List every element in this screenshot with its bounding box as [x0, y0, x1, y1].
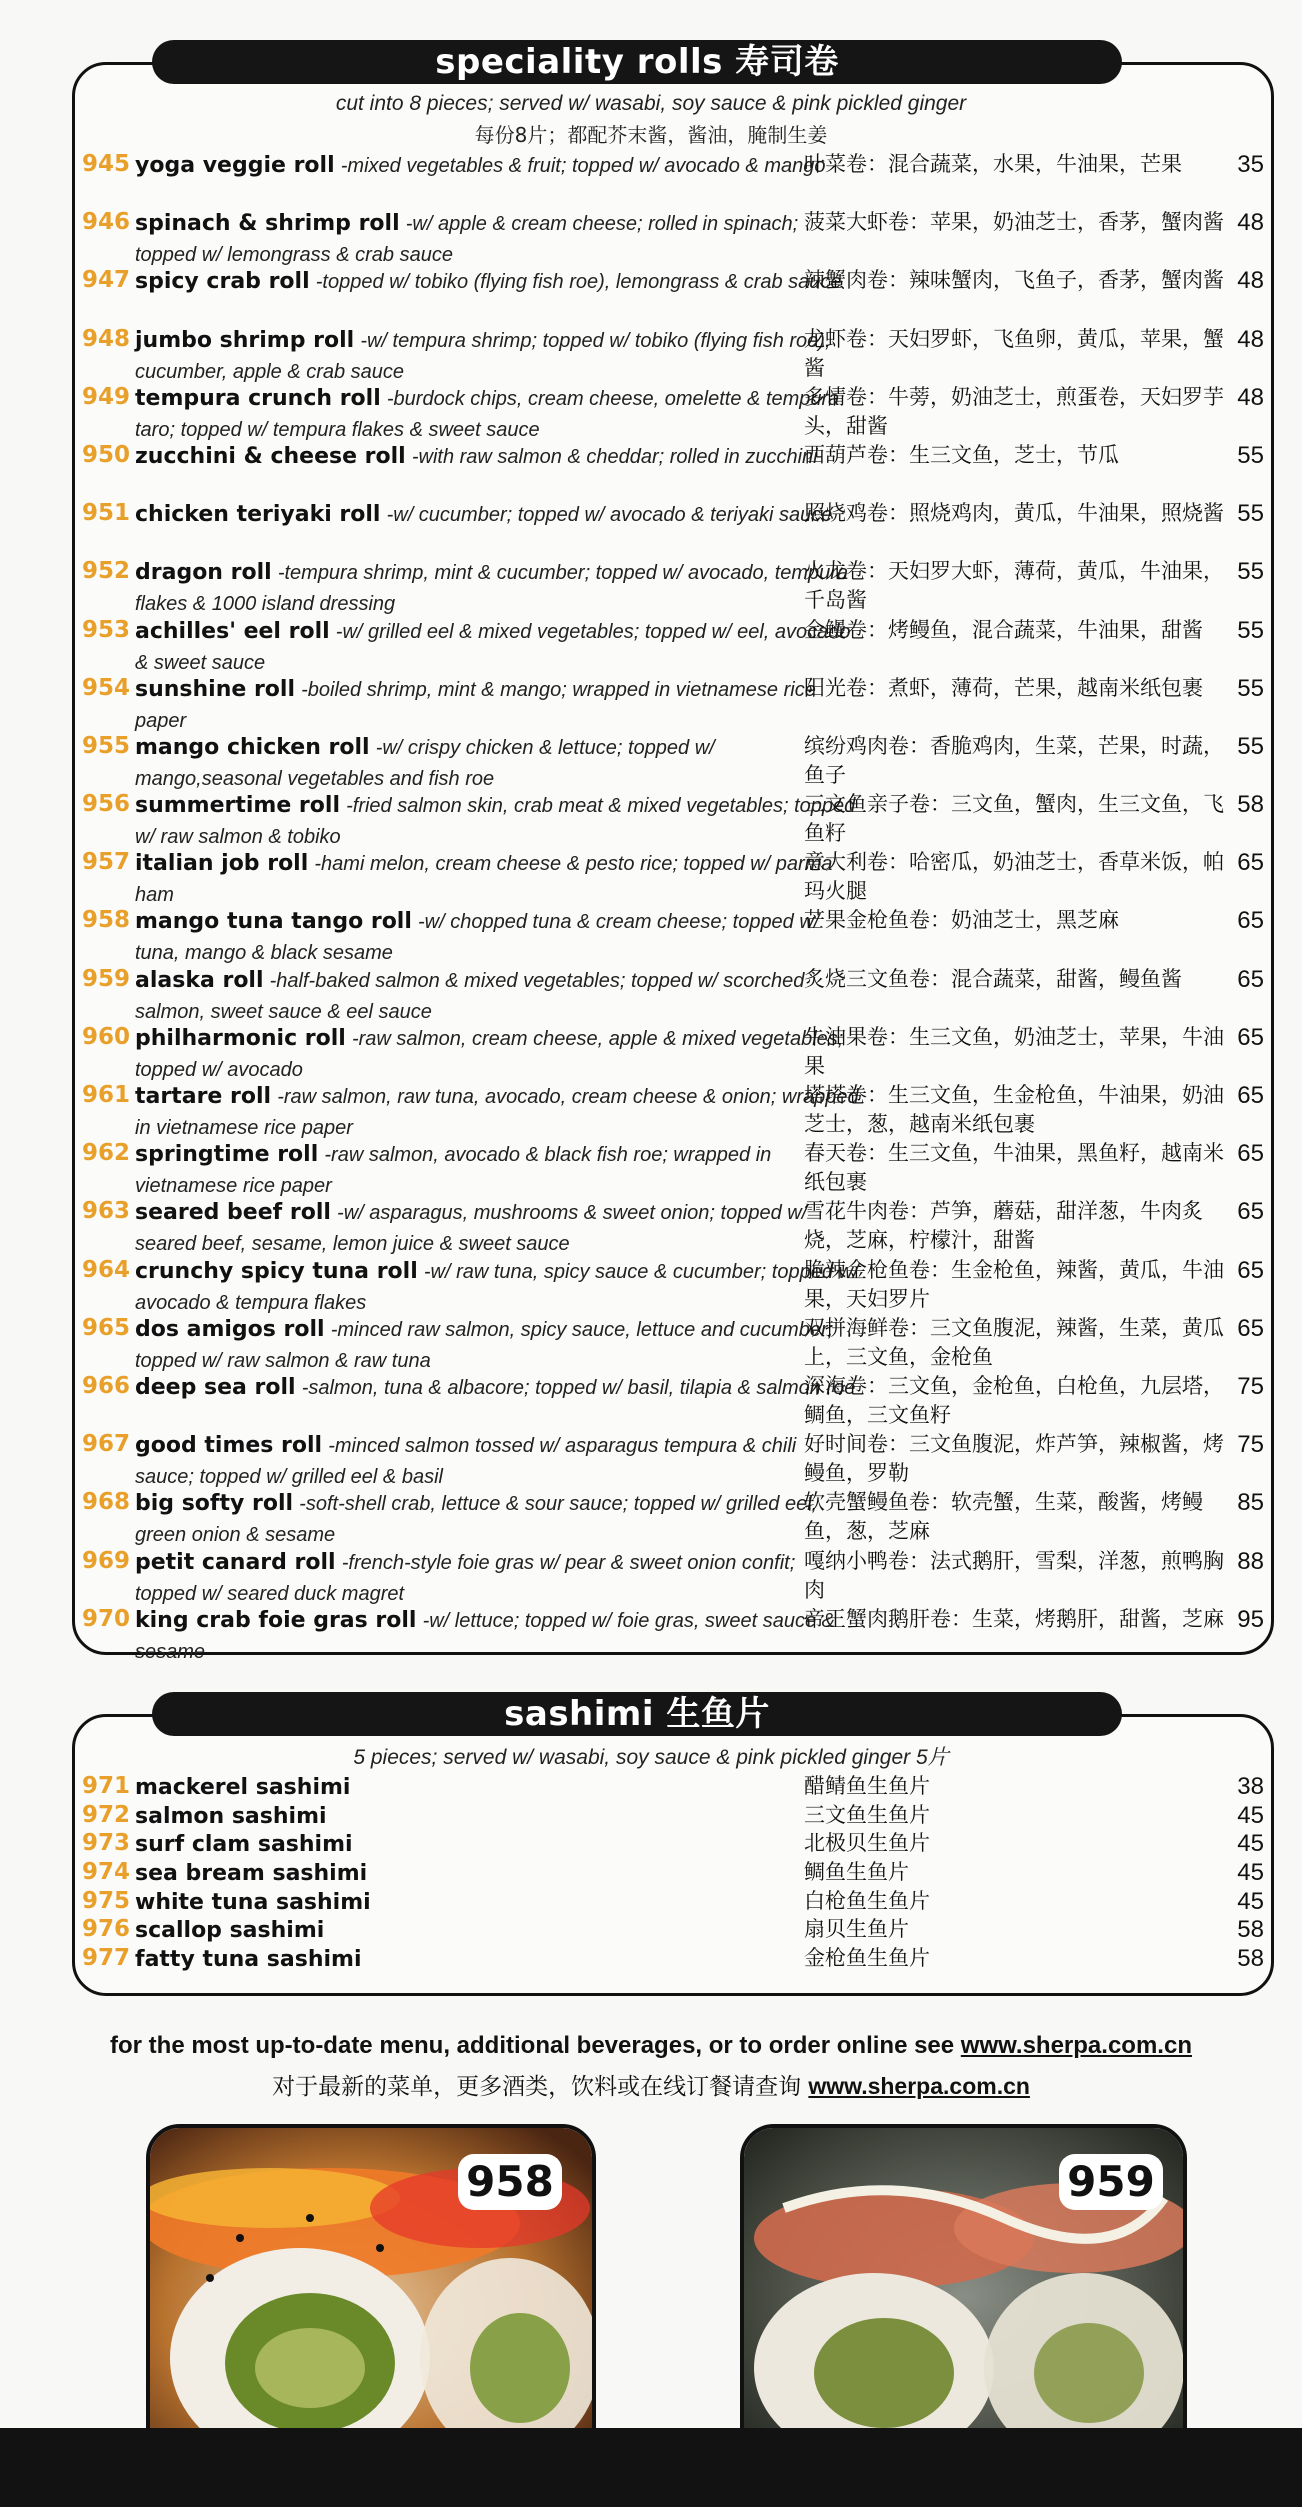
item-number: 965 — [82, 1314, 131, 1341]
bottom-bar — [0, 2428, 1302, 2507]
item-number: 976 — [82, 1916, 131, 1943]
roll-item-947 — [82, 266, 1272, 324]
item-name: king crab foie gras roll — [135, 1607, 417, 1633]
roll-item-963 — [82, 1197, 1272, 1255]
item-english — [135, 557, 860, 619]
item-price: 48 — [1237, 383, 1264, 411]
item-name: dragon roll — [135, 560, 272, 586]
item-description: -hami melon, cream cheese & pesto rice; topped w/ parma ham — [135, 853, 833, 907]
item-name: deep sea roll — [135, 1374, 296, 1400]
item-price: 48 — [1237, 267, 1264, 295]
roll-item-967 — [82, 1430, 1272, 1488]
item-english — [135, 848, 860, 910]
sashimi-item-977 — [82, 1944, 1272, 1973]
item-name: seared beef roll — [135, 1200, 331, 1226]
item-description: -tempura shrimp, mint & cucumber; topped w/ avocado, tempura flakes & 1000 island dressing — [135, 562, 849, 616]
item-english — [135, 499, 860, 530]
item-english — [135, 1488, 860, 1550]
sashimi-item-972 — [82, 1801, 1272, 1830]
item-number: 958 — [82, 907, 131, 934]
item-name: fatty tuna sashimi — [135, 1947, 362, 1973]
item-number: 954 — [82, 674, 131, 701]
item-description: -raw salmon, raw tuna, avocado, cream cheese & onion; wrapped in vietnamese rice paper — [135, 1086, 859, 1139]
item-number: 957 — [82, 849, 131, 876]
item-chinese: 雪花牛肉卷：芦笋，蘑菇，甜洋葱，牛肉炙烧，芝麻，柠檬汁，甜酱 — [804, 1199, 1203, 1253]
item-english — [135, 965, 860, 1027]
roll-item-960 — [82, 1023, 1272, 1081]
item-chinese: 意大利卷：哈密瓜，奶油芝士，香草米饭，帕玛火腿 — [804, 850, 1224, 904]
item-name: mackerel sashimi — [135, 1775, 351, 1800]
item-number: 949 — [82, 383, 131, 410]
footer-cn-text: 对于最新的菜单，更多酒类，饮料或在线订餐请查询 — [272, 2074, 809, 2100]
item-price: 65 — [1237, 1082, 1264, 1109]
item-number: 975 — [82, 1887, 131, 1914]
item-chinese: 牛油果卷：生三文鱼，奶油芝士，苹果，牛油果 — [804, 1024, 1224, 1078]
item-number: 977 — [82, 1945, 131, 1972]
roll-item-952 — [82, 557, 1272, 615]
item-price: 55 — [1237, 616, 1264, 644]
photo-958 — [146, 2124, 596, 2469]
item-price: 55 — [1237, 500, 1264, 528]
item-chinese: 金鳗卷：烤鳗鱼，混合蔬菜，牛油果，甜酱 — [804, 617, 1203, 642]
item-number: 951 — [82, 500, 131, 527]
roll-item-958 — [82, 906, 1272, 964]
item-name: sunshine roll — [135, 676, 296, 702]
item-chinese: 火龙卷：天妇罗大虾，薄荷，黄瓜，牛油果，千岛酱 — [804, 559, 1224, 613]
item-name: salmon sashimi — [135, 1803, 327, 1829]
item-chinese: 扇贝生鱼片 — [804, 1917, 909, 1942]
sashimi-item-975 — [82, 1887, 1272, 1916]
item-english — [135, 325, 860, 387]
item-number: 960 — [82, 1023, 131, 1050]
item-english — [135, 208, 860, 270]
item-name: achilles' eel roll — [135, 618, 330, 644]
item-name: sea bream sashimi — [135, 1861, 368, 1887]
item-english — [135, 1314, 860, 1376]
item-english — [135, 1197, 860, 1259]
item-description: -w/ grilled eel & mixed vegetables; topped w/ eel, avocado & sweet sauce — [135, 620, 851, 674]
item-description: -french-style foie gras w/ pear & sweet onion confit; topped w/ seared duck magret — [135, 1551, 796, 1605]
item-number: 970 — [82, 1605, 131, 1632]
footer-en — [0, 2032, 1302, 2060]
roll-item-945 — [82, 150, 1272, 208]
roll-item-956 — [82, 790, 1272, 848]
roll-item-961 — [82, 1081, 1272, 1139]
item-chinese: 醋鲭鱼生鱼片 — [804, 1774, 930, 1798]
sashimi-item-976 — [82, 1915, 1272, 1944]
item-chinese: 嘎纳小鸭卷：法式鹅肝，雪梨，洋葱，煎鸭胸肉 — [804, 1548, 1224, 1602]
roll-item-949 — [82, 383, 1272, 441]
item-chinese: 多情卷：牛蒡，奶油芝士，煎蛋卷，天妇罗芋头，甜酱 — [804, 384, 1224, 438]
item-price: 58 — [1237, 791, 1264, 819]
item-chinese: 辣蟹肉卷：辣味蟹肉，飞鱼子，香茅，蟹肉酱 — [804, 268, 1224, 293]
item-description: -fried salmon skin, crab meat & mixed vegetables; topped w/ raw salmon & tobiko — [135, 795, 856, 849]
item-name: tartare roll — [135, 1084, 272, 1109]
item-english — [135, 150, 860, 181]
item-name: big softy roll — [135, 1491, 294, 1517]
item-english — [135, 266, 860, 297]
item-chinese: 北极贝生鱼片 — [804, 1831, 930, 1856]
roll-item-957 — [82, 848, 1272, 906]
item-price: 95 — [1237, 1605, 1264, 1633]
item-description: -w/ crispy chicken & lettuce; topped w/ mango,seasonal vegetables and fish roe — [135, 736, 715, 790]
item-chinese: 金枪鱼生鱼片 — [804, 1946, 930, 1971]
item-english — [135, 1139, 860, 1201]
item-price: 35 — [1237, 151, 1264, 178]
item-number: 953 — [82, 616, 131, 643]
item-number: 971 — [82, 1773, 131, 1799]
item-number: 973 — [82, 1830, 131, 1857]
item-price: 65 — [1237, 907, 1264, 935]
item-name: zucchini & cheese roll — [135, 443, 406, 469]
rolls-subtitle-cn: 每份8片；都配芥末酱，酱油，腌制生姜 — [474, 123, 828, 147]
item-english — [135, 616, 860, 678]
item-number: 962 — [82, 1140, 131, 1167]
item-english — [135, 1430, 860, 1492]
item-english — [135, 1256, 860, 1318]
item-name: tempura crunch roll — [135, 385, 381, 411]
item-price: 48 — [1237, 325, 1264, 353]
item-chinese: 龙虾卷：天妇罗虾，飞鱼卵，黄瓜，苹果，蟹酱 — [804, 326, 1224, 380]
item-english — [135, 1772, 860, 1802]
item-price: 45 — [1237, 1887, 1264, 1915]
roll-item-959 — [82, 965, 1272, 1023]
item-name: chicken teriyaki roll — [135, 502, 381, 528]
photo-958-label: 958 — [458, 2154, 562, 2210]
item-name: summertime roll — [135, 793, 340, 819]
roll-item-965 — [82, 1314, 1272, 1372]
sashimi-item-974 — [82, 1858, 1272, 1887]
item-number: 945 — [82, 151, 131, 177]
item-description: -raw salmon, cream cheese, apple & mixed vegetables; topped w/ avocado — [135, 1027, 844, 1081]
item-description: -w/ lettuce; topped w/ foie gras, sweet sauce & sesame — [135, 1609, 835, 1663]
item-price: 65 — [1237, 849, 1264, 877]
item-number: 948 — [82, 325, 131, 352]
item-number: 950 — [82, 441, 131, 468]
item-english — [135, 1829, 860, 1859]
sashimi-list — [82, 1772, 1272, 1973]
roll-item-968 — [82, 1488, 1272, 1546]
item-description: -topped w/ tobiko (flying fish roe), lemongrass & crab sauce — [315, 271, 842, 294]
item-price: 48 — [1237, 209, 1264, 237]
photo-959-label: 959 — [1059, 2154, 1163, 2210]
item-price: 45 — [1237, 1859, 1264, 1887]
item-chinese: 白枪鱼生鱼片 — [804, 1888, 930, 1913]
item-english — [135, 674, 860, 736]
item-name: mango chicken roll — [135, 734, 370, 760]
item-number: 952 — [82, 558, 131, 585]
item-chinese: 春天卷：生三文鱼，牛油果，黑鱼籽，越南米纸包裹 — [804, 1141, 1224, 1195]
item-description: -minced salmon tossed w/ asparagus tempura & chili sauce; topped w/ grilled eel & basil — [135, 1435, 797, 1489]
rolls-subtitle-en: cut into 8 pieces; served w/ wasabi, soy sauce & pink pickled ginger — [335, 92, 967, 115]
item-description: -mixed vegetables & fruit; topped w/ avocado & mango — [340, 155, 826, 177]
item-english — [135, 790, 860, 852]
item-price: 55 — [1237, 732, 1264, 760]
item-english — [135, 383, 860, 445]
photo-959 — [740, 2124, 1187, 2469]
item-number: 964 — [82, 1256, 131, 1283]
roll-item-969 — [82, 1547, 1272, 1605]
item-price: 75 — [1237, 1431, 1264, 1459]
item-chinese: 菠菜大虾卷：苹果，奶油芝士，香茅，蟹肉酱 — [804, 210, 1224, 235]
item-english — [135, 1023, 860, 1085]
item-chinese: 西葫芦卷：生三文鱼，芝士，节瓜 — [804, 442, 1119, 467]
roll-item-948 — [82, 325, 1272, 383]
item-name: alaska roll — [135, 967, 264, 993]
speciality-rolls-title: speciality rolls 寿司卷 — [152, 40, 1122, 84]
item-description: -minced raw salmon, spicy sauce, lettuce and cucumber; topped w/ raw salmon & raw tuna — [135, 1318, 834, 1372]
item-chinese: 三文鱼亲子卷：三文鱼，蟹肉，生三文鱼，飞鱼籽 — [804, 792, 1224, 846]
item-chinese: 好时间卷：三文鱼腹泥，炸芦笋，辣椒酱，烤鳗鱼，罗勒 — [804, 1432, 1224, 1486]
item-chinese: 三文鱼生鱼片 — [804, 1802, 930, 1827]
item-chinese: 炙烧三文鱼卷：混合蔬菜，甜酱，鳗鱼酱 — [804, 966, 1182, 991]
roll-item-950 — [82, 441, 1272, 499]
item-chinese: 鲷鱼生鱼片 — [804, 1860, 909, 1885]
item-description: -w/ asparagus, mushrooms & sweet onion; topped w/ seared beef, sesame, lemon juice & sweet sauce — [135, 1202, 808, 1256]
item-english — [135, 1081, 860, 1143]
item-price: 65 — [1237, 1314, 1264, 1342]
item-name: springtime roll — [135, 1142, 319, 1168]
item-description: -w/ apple & cream cheese; rolled in spinach; topped w/ lemongrass & crab sauce — [135, 213, 799, 267]
item-price: 88 — [1237, 1547, 1264, 1575]
item-chinese: 帝王蟹肉鹅肝卷：生菜，烤鹅肝，甜酱，芝麻 — [804, 1606, 1224, 1631]
item-price: 65 — [1237, 1256, 1264, 1284]
item-english — [135, 1858, 860, 1888]
item-name: scallop sashimi — [135, 1918, 325, 1944]
item-name: jumbo shrimp roll — [135, 327, 355, 353]
item-price: 65 — [1237, 1198, 1264, 1226]
item-price: 45 — [1237, 1801, 1264, 1829]
roll-item-955 — [82, 732, 1272, 790]
item-english — [135, 1915, 860, 1945]
item-english — [135, 1547, 860, 1609]
item-name: crunchy spicy tuna roll — [135, 1258, 418, 1284]
item-number: 966 — [82, 1372, 131, 1399]
item-description: -half-baked salmon & mixed vegetables; topped w/ scorched salmon, sweet sauce & eel sauce — [135, 969, 805, 1023]
item-price: 65 — [1237, 1140, 1264, 1168]
item-description: -with raw salmon & cheddar; rolled in zucchini — [411, 445, 818, 468]
item-name: white tuna sashimi — [135, 1889, 371, 1915]
item-description: -salmon, tuna & albacore; topped w/ basil, tilapia & salmon roe — [301, 1376, 856, 1399]
roll-item-966 — [82, 1372, 1272, 1430]
item-description: -w/ tempura shrimp; topped w/ tobiko (flying fish roe), cucumber, apple & crab sauce — [135, 329, 831, 383]
item-number: 947 — [82, 267, 131, 294]
item-number: 955 — [82, 732, 131, 759]
item-name: petit canard roll — [135, 1549, 336, 1575]
rolls-list — [82, 150, 1272, 1663]
item-number: 967 — [82, 1431, 131, 1458]
item-description: -w/ cucumber; topped w/ avocado & teriyaki sauce — [386, 504, 833, 527]
item-name: good times roll — [135, 1433, 323, 1459]
footer-en-link[interactable]: www.sherpa.com.cn — [960, 2032, 1192, 2059]
item-chinese: 缤纷鸡肉卷：香脆鸡肉，生菜，芒果，时蔬，鱼子 — [804, 733, 1224, 787]
item-chinese: 照烧鸡卷：照烧鸡肉，黄瓜，牛油果，照烧酱 — [804, 501, 1224, 526]
item-price: 55 — [1237, 441, 1264, 469]
footer-cn-link[interactable]: www.sherpa.com.cn — [808, 2073, 1030, 2099]
item-english — [135, 732, 860, 794]
roll-item-970 — [82, 1605, 1272, 1663]
item-number: 961 — [82, 1082, 131, 1108]
item-price: 58 — [1237, 1916, 1264, 1944]
item-name: spinach & shrimp roll — [135, 211, 400, 237]
item-name: surf clam sashimi — [135, 1832, 353, 1858]
item-name: yoga veggie roll — [135, 153, 335, 178]
item-chinese: 阳光卷：煮虾，薄荷，芒果，越南米纸包裹 — [804, 675, 1203, 700]
roll-item-946 — [82, 208, 1272, 266]
item-description: -raw salmon, avocado & black fish roe; wrapped in vietnamese rice paper — [135, 1144, 772, 1198]
item-price: 85 — [1237, 1489, 1264, 1517]
item-name: philharmonic roll — [135, 1025, 346, 1051]
item-price: 65 — [1237, 1023, 1264, 1051]
sashimi-subtitle: 5 pieces; served w/ wasabi, soy sauce & pink pickled ginger 5片 — [353, 1746, 949, 1769]
roll-item-962 — [82, 1139, 1272, 1197]
roll-item-951 — [82, 499, 1272, 557]
roll-item-953 — [82, 616, 1272, 674]
item-number: 969 — [82, 1547, 131, 1574]
item-chinese: 塔塔卷：生三文鱼，生金枪鱼，牛油果，奶油芝士，葱，越南米纸包裹 — [804, 1083, 1224, 1136]
item-price: 45 — [1237, 1830, 1264, 1858]
item-chinese: 深海卷：三文鱼，金枪鱼，白枪鱼，九层塔，鲷鱼，三文鱼籽 — [804, 1373, 1224, 1427]
footer-en-text: for the most up-to-date menu, additional beverages, or to order online see — [110, 2032, 961, 2059]
roll-item-954 — [82, 674, 1272, 732]
item-price: 58 — [1237, 1945, 1264, 1973]
item-english — [135, 1801, 860, 1831]
item-description: -burdock chips, cream cheese, omelette & tempura taro; topped w/ tempura flakes & sweet sauce — [135, 387, 840, 441]
item-description: -soft-shell crab, lettuce & sour sauce; topped w/ grilled eel, green onion & sesame — [135, 1493, 818, 1547]
item-english — [135, 1887, 860, 1917]
sashimi-item-973 — [82, 1829, 1272, 1858]
item-number: 956 — [82, 791, 131, 818]
item-number: 968 — [82, 1489, 131, 1516]
item-english — [135, 1605, 860, 1667]
item-description: -w/ chopped tuna & cream cheese; topped w/ tuna, mango & black sesame — [135, 911, 820, 965]
item-number: 972 — [82, 1801, 131, 1828]
item-price: 75 — [1237, 1372, 1264, 1400]
item-description: -boiled shrimp, mint & mango; wrapped in vietnamese rice paper — [135, 678, 816, 732]
item-name: dos amigos roll — [135, 1316, 325, 1342]
item-number: 974 — [82, 1859, 131, 1886]
item-chinese: 软壳蟹鳗鱼卷：软壳蟹，生菜，酸酱，烤鳗鱼，葱，芝麻 — [804, 1490, 1203, 1544]
footer-cn — [0, 2068, 1302, 2101]
item-chinese: 叶菜卷：混合蔬菜，水果，牛油果，芒果 — [804, 152, 1182, 176]
item-name: italian job roll — [135, 851, 309, 877]
item-chinese: 双拼海鲜卷：三文鱼腹泥，辣酱，生菜，黄瓜上，三文鱼，金枪鱼 — [804, 1315, 1224, 1369]
roll-item-964 — [82, 1256, 1272, 1314]
item-english — [135, 1372, 860, 1403]
item-number: 946 — [82, 209, 131, 236]
item-description: -w/ raw tuna, spicy sauce & cucumber; topped w/ avocado & tempura flakes — [135, 1260, 859, 1314]
item-price: 55 — [1237, 558, 1264, 586]
item-english — [135, 1944, 860, 1974]
sashimi-item-971 — [82, 1772, 1272, 1801]
sashimi-title: sashimi 生鱼片 — [152, 1692, 1122, 1736]
item-name: spicy crab roll — [135, 269, 310, 295]
item-price: 38 — [1237, 1773, 1264, 1800]
item-chinese: 芒果金枪鱼卷：奶油芝士，黑芝麻 — [804, 908, 1119, 933]
item-number: 959 — [82, 965, 131, 992]
item-price: 55 — [1237, 674, 1264, 702]
item-price: 65 — [1237, 965, 1264, 993]
item-chinese: 脆辣金枪鱼卷：生金枪鱼，辣酱，黄瓜，牛油果，天妇罗片 — [804, 1257, 1224, 1311]
item-english — [135, 906, 860, 968]
item-number: 963 — [82, 1198, 131, 1225]
item-english — [135, 441, 860, 472]
item-name: mango tuna tango roll — [135, 909, 412, 935]
